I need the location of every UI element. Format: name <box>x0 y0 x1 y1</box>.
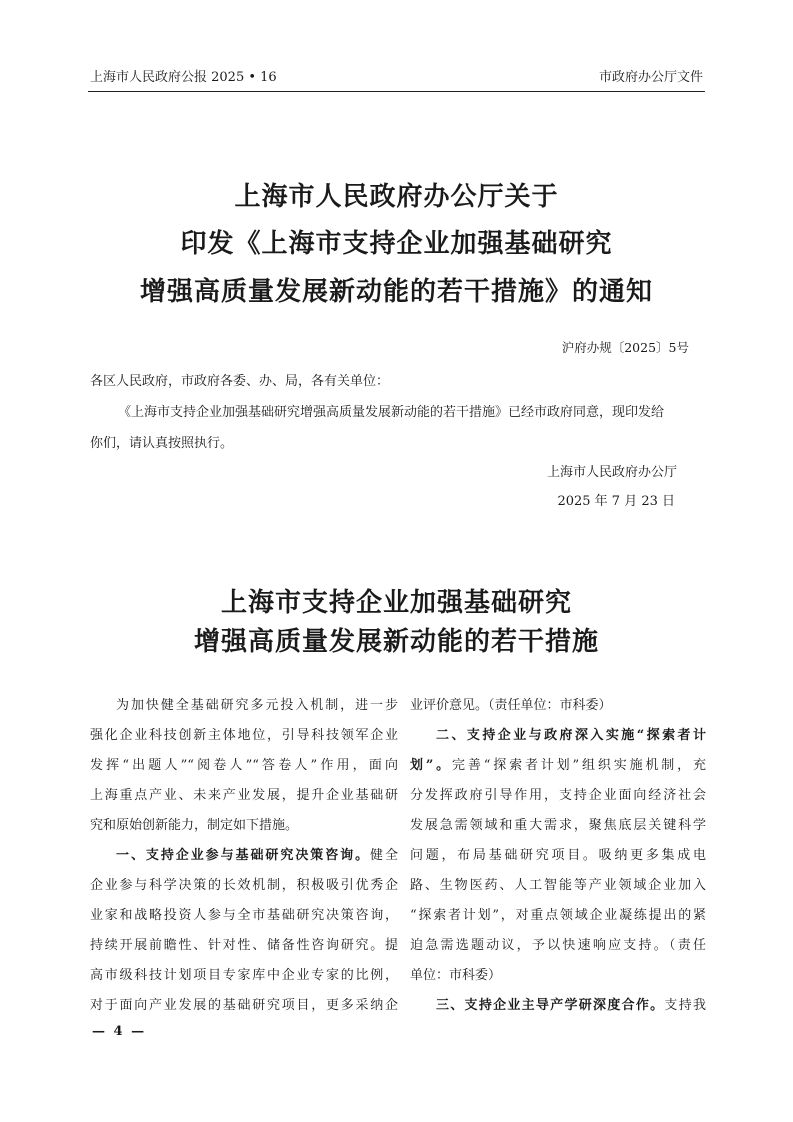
notice-body-line: 你们，请认真按照执行。 <box>90 436 234 451</box>
notice-title-line: 上海市人民政府办公厅关于 <box>234 182 559 212</box>
text-line <box>410 996 706 1026</box>
line-text: 企业参与科学决策的长效机制，积极吸引优秀企 <box>90 878 398 893</box>
line-text: 分发挥政府引导作用，支持企业面向经济社会 <box>410 788 706 803</box>
line-text: 业家和战略投资人参与全市基础研究决策咨询， <box>90 908 398 923</box>
measures-title-line: 增强高质量发展新动能的若干措施 <box>193 627 599 657</box>
document-number: 沪府办规〔2025〕5号 <box>561 340 689 355</box>
line-text: 完善“探索者计划”组织实施机制，充 <box>452 758 706 773</box>
text-line <box>410 846 706 876</box>
line-text: 对于面向产业发展的基础研究项目，更多采纳企 <box>90 998 398 1013</box>
line-text: 路、生物医药、人工智能等产业领域企业加入 <box>410 878 706 893</box>
line-text: 持续开展前瞻性、针对性、储备性咨询研究。提 <box>90 938 398 953</box>
line-text: 业评价意见。（责任单位：市科委） <box>410 698 612 713</box>
text-line <box>90 786 398 816</box>
line-text: 强化企业科技创新主体地位，引导科技领军企业 <box>90 728 398 743</box>
text-line <box>410 906 706 936</box>
text-line <box>90 906 398 936</box>
text-line <box>90 696 398 726</box>
line-text: “探索者计划”，对重点领域企业凝练提出的紧 <box>410 908 706 923</box>
section-heading: 三、支持企业主导产学研深度合作。 <box>436 998 665 1013</box>
text-line <box>410 936 706 966</box>
running-header-left: 上海市人民政府公报 2025 • 16 <box>90 70 277 85</box>
line-text: 为加快健全基础研究多元投入机制，进一步 <box>116 698 398 713</box>
line-text: 高市级科技计划项目专家库中企业专家的比例， <box>90 968 398 983</box>
line-text: 发展急需领域和重大需求，聚焦底层关键科学 <box>410 818 706 833</box>
section-heading: 二、支持企业与政府深入实施“探索者计 <box>436 728 706 743</box>
line-text: 上海重点产业、未来产业发展，提升企业基础研 <box>90 788 398 803</box>
notice-title-line: 增强高质量发展新动能的若干措施》的通知 <box>139 277 653 307</box>
text-column-right <box>410 696 706 1026</box>
text-line <box>90 936 398 966</box>
text-line <box>410 876 706 906</box>
text-line <box>90 816 398 846</box>
text-line <box>90 966 398 996</box>
text-line <box>410 756 706 786</box>
text-line <box>410 816 706 846</box>
text-column-left <box>90 696 398 1026</box>
notice-body-line: 《上海市支持企业加强基础研究增强高质量发展新动能的若干措施》已经市政府同意，现印发给 <box>118 405 665 420</box>
measures-title-line: 上海市支持企业加强基础研究 <box>220 588 572 618</box>
notice-title-line: 印发《上海市支持企业加强基础研究 <box>180 229 613 259</box>
addressee: 各区人民政府，市政府各委、办、局，各有关单位： <box>90 374 390 389</box>
section-heading: 划”。 <box>410 758 453 773</box>
running-header-right: 市政府办公厅文件 <box>598 70 703 85</box>
line-text: 发挥“出题人”“阅卷人”“答卷人”作用，面向 <box>90 758 398 773</box>
section-heading: 一、支持企业参与基础研究决策咨询。 <box>116 848 371 863</box>
line-text: 迫急需选题动议，予以快速响应支持。（责任 <box>410 938 706 953</box>
issue-date: 2025 年 7 月 23 日 <box>557 494 675 509</box>
page-number: — 4 — <box>92 1024 147 1039</box>
line-text: 健全 <box>370 848 398 863</box>
line-text: 支持我 <box>664 998 706 1013</box>
text-line <box>410 726 706 756</box>
text-line <box>410 966 706 996</box>
header-divider <box>88 91 705 92</box>
issuer-signature: 上海市人民政府办公厅 <box>546 465 677 480</box>
text-line <box>410 696 706 726</box>
text-line <box>90 756 398 786</box>
line-text: 单位：市科委） <box>410 968 502 983</box>
text-line <box>90 876 398 906</box>
line-text: 究和原始创新能力，制定如下措施。 <box>90 818 299 833</box>
text-line <box>90 726 398 756</box>
line-text: 问题，布局基础研究项目。吸纳更多集成电 <box>410 848 706 863</box>
text-line <box>410 786 706 816</box>
text-line <box>90 996 398 1026</box>
text-line <box>90 846 398 876</box>
